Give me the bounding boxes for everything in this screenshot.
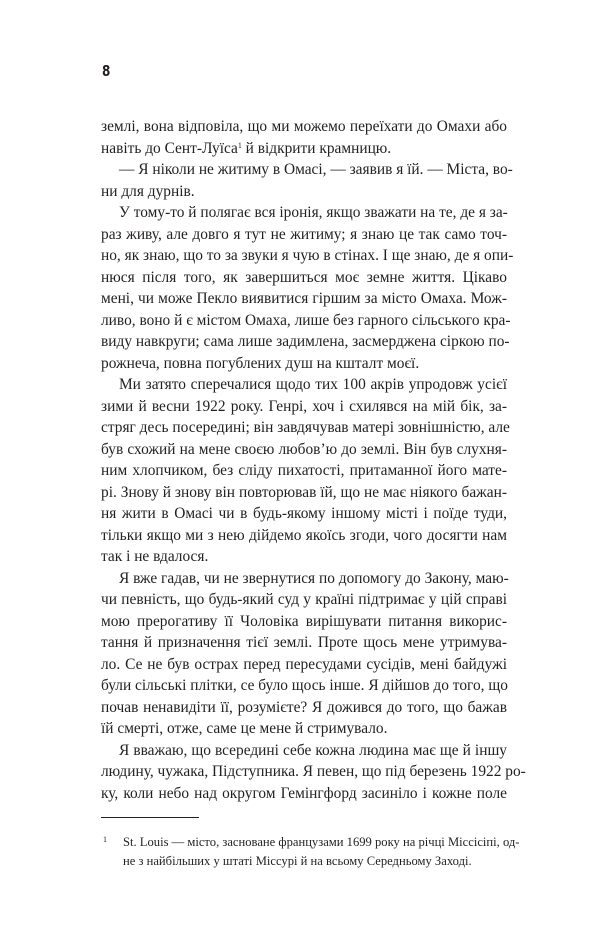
line-text: нюся після того, як завершиться моє земне життя. Цікаво (101, 268, 507, 286)
text-line (101, 525, 507, 547)
text-line (101, 353, 507, 375)
text-line (101, 611, 507, 633)
line-text: Ми затято сперечалися щодо тих 100 акрів упродовж усієї (119, 376, 507, 393)
line-text: ним хлопчиком, без сліду пихатості, притаманної його мате- (101, 462, 507, 479)
line-text: но, як знаю, що то за звуки я чую в стінах. І ще знаю, де я опи- (101, 247, 514, 264)
line-text: людину, чужака, Підступника. Я певен, що під березень 1922 ро- (101, 763, 526, 780)
text-line (101, 116, 507, 138)
line-text: тільки якщо ми з нею дійдемо якоїсь згоди, чого досягти нам (101, 526, 507, 544)
footnote-line: не з найбільших у штаті Міссурі й на всьому Середньому Заході. (123, 854, 472, 868)
text-line (101, 224, 507, 246)
page-number: 8 (102, 62, 111, 80)
line-text: стряг десь посередині; він завдячував матері зовнішністю, але (101, 419, 510, 436)
line-text: були сільські плітки, се було щось інше. Я дійшов до того, що (101, 677, 508, 694)
line-text: був схожий на мене своєю любов’ю до землі. Він був слухня- (101, 440, 507, 458)
line-text: мою прерогативу її Чоловіка вирішувати питання викорис- (101, 612, 507, 630)
body-text (101, 116, 526, 804)
text-line (101, 761, 526, 783)
footnote-mark: 1 (103, 835, 107, 844)
line-text: раз живу, але довго я тут не житиму; я знаю це так само точ- (101, 225, 507, 243)
text-line (101, 482, 507, 504)
line-text: рожнеча, повна погублених душ на кшталт моєї. (101, 354, 420, 372)
line-text: чи певність, що будь-який суд у країні підтримає у цій справі (101, 591, 507, 608)
text-line (101, 159, 513, 181)
text-line (101, 181, 507, 203)
line-text: У тому-то й полягає вся іронія, якщо зважати на те, де я за- (119, 204, 508, 221)
line-text: ня жити в Омасі чи в будь-якому іншому місті і поїде туди, (101, 505, 507, 522)
line-text: й відкрити крамницю. (241, 139, 392, 157)
text-line (101, 740, 507, 762)
line-text: їй смерті, отже, саме це мене й стримувало. (101, 720, 388, 737)
text-line (101, 697, 507, 719)
line-text: Я вважаю, що всередині себе кожна людина має ще й іншу (119, 741, 507, 759)
footnote-divider (101, 817, 199, 818)
text-line (101, 439, 507, 461)
text-line (101, 783, 507, 805)
line-text: тання й призначення тієї землі. Проте щось мене утримува- (101, 634, 507, 651)
text-line (101, 331, 510, 353)
line-text: ку, коли небо над округом Гемінгфорд засиніло і кожне поле (101, 784, 507, 802)
text-line (101, 503, 507, 525)
text-line (101, 460, 507, 482)
footnote (101, 833, 520, 871)
footnote-reference[interactable]: 1 (237, 140, 242, 150)
line-text: Я вже гадав, чи не звернутися по допомогу до Закону, маю- (119, 569, 509, 587)
footnote-line: St. Louis — місто, засноване французами 1699 року на річці Міссісіпі, од- (123, 835, 520, 849)
line-text: почав ненавидіти її, розумієте? Я дожився до того, що бажав (101, 698, 507, 716)
line-text: зими й весни 1922 року. Генрі, хоч і схилявся на мій бік, за- (101, 397, 507, 415)
text-line (101, 267, 507, 289)
text-line (101, 138, 507, 160)
line-text: навіть до Сент-Луїса (101, 139, 238, 157)
text-line (101, 310, 511, 332)
text-line (101, 568, 507, 590)
text-line (101, 202, 507, 224)
text-line (101, 288, 507, 310)
text-line (101, 654, 507, 676)
line-text: виду навкруги; сама лише задимлена, засмерджена сіркою по- (101, 333, 510, 350)
line-text: рі. Знову й знову він повторював їй, що не має ніякого бажан- (101, 483, 507, 501)
text-line (101, 374, 507, 396)
text-line (101, 718, 507, 740)
text-line (101, 396, 507, 418)
text-line (101, 417, 510, 439)
text-line (101, 245, 514, 267)
line-text: — Я ніколи не житиму в Омасі, — заявив я їй. — Міста, во- (119, 161, 513, 178)
line-text: ло. Се не був острах перед пересудами сусідів, мені байдужі (101, 655, 507, 673)
line-text: землі, вона відповіла, що ми можемо переїхати до Омахи або (101, 118, 507, 135)
line-text: ни для дурнів. (101, 182, 195, 200)
text-line (101, 675, 507, 697)
text-line (101, 589, 507, 611)
text-line (101, 546, 507, 568)
line-text: ливо, воно й є містом Омаха, лише без гарного сільського кра- (101, 311, 511, 329)
line-text: мені, чи може Пекло виявитися гіршим за місто Омаха. Мож- (101, 290, 507, 307)
text-line (101, 632, 507, 654)
line-text: так і не вдалося. (101, 548, 209, 565)
